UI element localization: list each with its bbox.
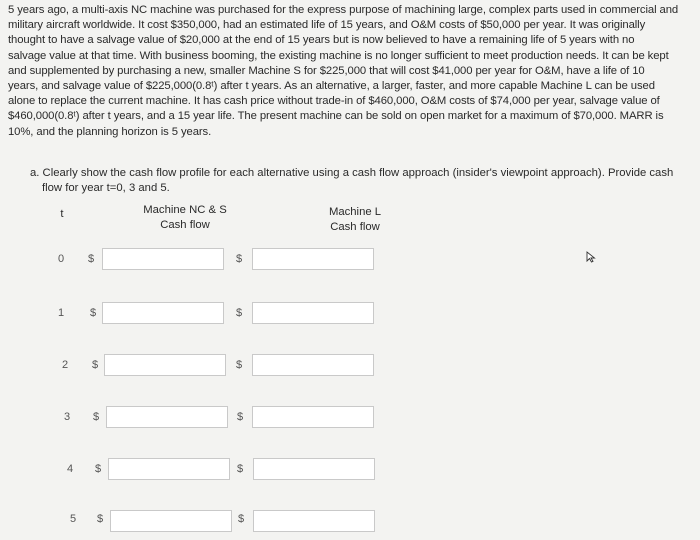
year-label: 0 <box>58 253 65 265</box>
problem-line: alone to replace the current machine. It has cash price without trade-in of $460,000, O&M costs of $74,000 per year, salvage value of <box>8 95 660 108</box>
dollar-sign: $ <box>93 411 100 423</box>
question-line: a. Clearly show the cash flow profile for each alternative using a cash flow approach (insider's viewpoint approach). Provide cash <box>30 167 674 179</box>
year-label: 1 <box>58 307 65 319</box>
dollar-sign: $ <box>236 253 243 265</box>
table-row <box>0 302 700 332</box>
nc-cash-flow-input[interactable] <box>108 458 230 480</box>
l-cash-flow-input[interactable] <box>252 248 374 270</box>
header-line: Cash flow <box>160 219 210 231</box>
problem-line: 5 years ago, a multi-axis NC machine was purchased for the express purpose of machining large, complex parts used in commercial and <box>8 4 679 16</box>
dollar-sign: $ <box>236 307 243 319</box>
dollar-sign: $ <box>237 411 244 423</box>
l-cash-flow-input[interactable] <box>253 458 375 480</box>
dollar-sign: $ <box>88 253 95 265</box>
table-row <box>0 354 700 384</box>
problem-line: $460,000(0.8ᵗ) after t years, and a 15 year life. The present machine can be sold on open market for a maximum of $70,000. MARR is <box>8 110 664 123</box>
year-label: 5 <box>70 513 77 525</box>
mouse-pointer-icon <box>586 251 596 263</box>
header-line: Machine NC & S <box>143 204 227 216</box>
dollar-sign: $ <box>97 513 104 525</box>
dollar-sign: $ <box>236 359 243 371</box>
problem-line: salvage value at that time. With business booming, the existing machine is no longer sufficient to meet production needs. It can be kept <box>8 49 669 62</box>
nc-cash-flow-input[interactable] <box>104 354 226 376</box>
column-header-machine-l <box>300 205 410 235</box>
table-row <box>0 458 700 488</box>
problem-line: 10%, and the planning horizon is 5 years. <box>8 125 212 138</box>
dollar-sign: $ <box>238 513 245 525</box>
problem-line: military aircraft worldwide. It cost $350,000, had an estimated life of 15 years, and O&M costs of $50,000 per year. It was originally <box>8 19 646 32</box>
dollar-sign: $ <box>90 307 97 319</box>
header-line: Machine L <box>328 206 382 218</box>
nc-cash-flow-input[interactable] <box>102 248 224 270</box>
question-line: flow for year t=0, 3 and 5. <box>42 182 170 195</box>
year-label: 4 <box>67 463 74 475</box>
table-row <box>0 406 700 436</box>
l-cash-flow-input[interactable] <box>253 510 375 532</box>
question-a <box>30 166 680 196</box>
l-cash-flow-input[interactable] <box>252 406 374 428</box>
dollar-sign: $ <box>95 463 102 475</box>
problem-statement <box>8 3 698 140</box>
column-header-machine-nc-s <box>130 203 240 233</box>
l-cash-flow-input[interactable] <box>252 354 374 376</box>
problem-line: years, and salvage value of $225,000(0.8ᵗ) after t years. As an alternative, a larger, faster, and more capable Machine L can be used <box>8 80 655 93</box>
nc-cash-flow-input[interactable] <box>102 302 224 324</box>
nc-cash-flow-input[interactable] <box>106 406 228 428</box>
dollar-sign: $ <box>237 463 244 475</box>
table-row <box>0 510 700 540</box>
l-cash-flow-input[interactable] <box>252 302 374 324</box>
year-label: 3 <box>64 411 71 423</box>
column-header-t: t <box>60 208 64 220</box>
header-line: Cash flow <box>330 221 380 233</box>
problem-line: thought to have a salvage value of $20,000 at the end of 15 years but is now believed to have a remaining life of 5 years with no <box>8 34 635 47</box>
problem-line: and supplemented by purchasing a new, smaller Machine S for $225,000 that will cost $41,000 per year for O&M, have a life of 10 <box>8 64 645 77</box>
nc-cash-flow-input[interactable] <box>110 510 232 532</box>
year-label: 2 <box>62 359 69 371</box>
dollar-sign: $ <box>92 359 99 371</box>
